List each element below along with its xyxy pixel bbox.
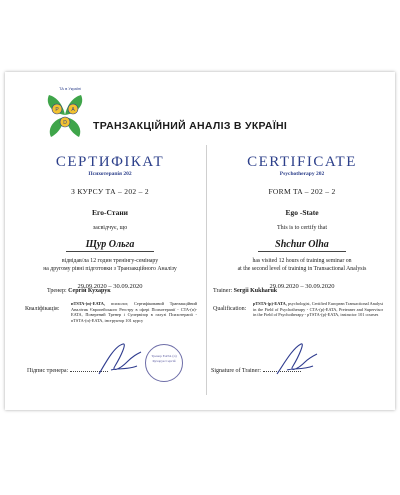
trainer-name-uk: Сергій Кухарук [68, 288, 111, 294]
topic-uk: Его-Стани [92, 208, 128, 217]
svg-text:P: P [55, 107, 59, 113]
certify-uk: засвідчує, що [92, 225, 128, 231]
svg-text:D: D [63, 120, 67, 126]
stamp-text: Тренер ЕАТА (п) Кухарук Сергій [151, 354, 177, 363]
subtitle-en: Psychotherapy 202 [279, 171, 325, 177]
form-en: FORM TA – 202 – 2 [268, 187, 336, 196]
visit-en [212, 258, 392, 273]
visit-line1-en: has visited 12 hours of training seminar on [252, 258, 352, 264]
signature-label-uk: Підпис тренера: [27, 368, 69, 374]
title-en: CERTIFICATE [247, 154, 357, 170]
signature-uk-drawing [93, 340, 145, 380]
qualification-label-en: Qualification: [213, 306, 247, 312]
trainer-name-en: Sergii Kukharuk [233, 288, 278, 294]
recipient-name-en: Shchur Olha [258, 239, 346, 252]
trainer-label-uk: Тренер: [47, 288, 67, 294]
subtitle-uk: Психотерапія 202 [88, 171, 132, 177]
visit-line2-uk: на другому рівні підготовки з Транзакційного Аналізу [43, 265, 177, 272]
certify-en: This is to certify that [277, 225, 327, 231]
logo-caption: ТА в Україні [59, 86, 82, 91]
qualification-text-en: psychologist, Certified European Transactional Analyst in the Field of Psychotherapy - CTA-(p)-EATA, Preteaner and Supervisor in the Field of Psychotherapy - pTSTA-(p)-EATA, instructor 101 courses [253, 301, 383, 317]
signature-en-drawing [273, 340, 319, 380]
qualification-text-uk: психолог, Сертифікований Транзакційний Аналітик Європейського Реєстру в сфері Психотерапії - CTA-(п)-EATA, Поверений Тренер і Супервізор в галузі Психотерапії - пTSTA-(п)-EATA, інструктор 101 курсу [71, 301, 197, 323]
organization-name: ТРАНЗАКЦІЙНИЙ АНАЛІЗ В УКРАЇНІ [93, 120, 288, 132]
stamp [145, 344, 183, 382]
dates-uk: 29.09.2020 – 30.09.2020 [77, 283, 143, 290]
svg-text:A: A [71, 107, 75, 113]
trainer-uk [47, 288, 111, 294]
form-uk: З КУРСУ ТА – 202 – 2 [71, 187, 149, 196]
certificate-english [212, 154, 392, 290]
column-divider [206, 145, 207, 395]
title-uk: СЕРТИФІКАТ [55, 154, 165, 170]
qualification-title-uk: пTSTA-(п)-EATA, [71, 301, 105, 306]
certificate-ukrainian [20, 154, 200, 290]
qualification-label-uk: Кваліфікація: [25, 306, 60, 312]
recipient-name-uk: Щур Ольга [66, 239, 154, 252]
trainer-label-en: Trainer: [213, 288, 233, 294]
visit-line1-uk: відвідав/ла 12 годин тренінгу-семінару [61, 258, 159, 264]
certificate [5, 72, 395, 410]
dates-en: 29.09.2020 – 30.09.2020 [269, 283, 335, 290]
signature-label-en: Signature of Trainer: [211, 368, 261, 374]
qualification-title-en: pTSTA-(p)-EATA, [253, 301, 287, 306]
topic-en: Ego -State [285, 208, 319, 217]
qualification-en [253, 301, 383, 318]
ta-ukraine-logo [41, 89, 89, 141]
trainer-en [213, 288, 277, 294]
visit-line2-en: at the second level of training in Transactional Analysis [237, 265, 367, 272]
visit-uk [20, 258, 200, 273]
qualification-uk [71, 301, 197, 323]
